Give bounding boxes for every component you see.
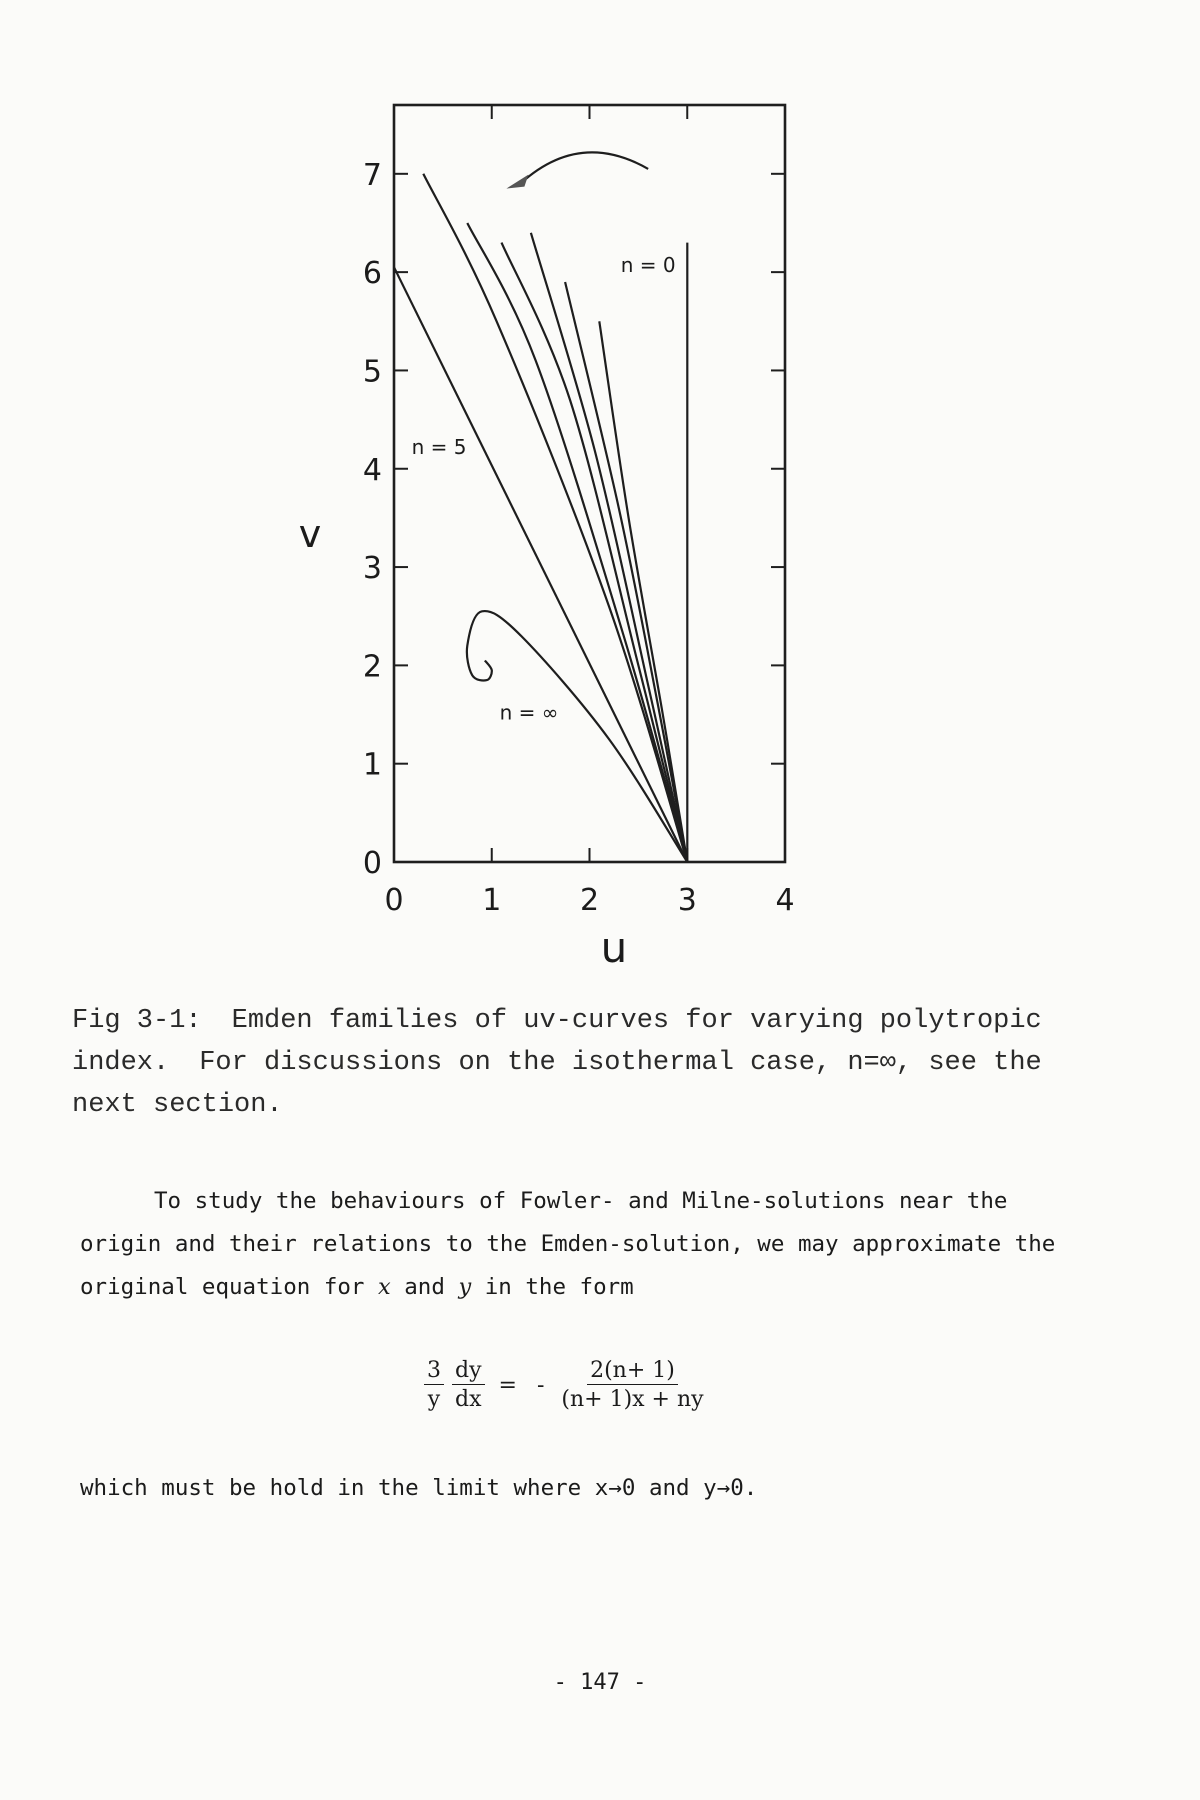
fraction-denominator: y xyxy=(427,1387,441,1412)
equals-sign: = xyxy=(498,1372,517,1398)
x-tick-label: 0 xyxy=(384,883,404,918)
x-tick-label: 4 xyxy=(775,883,795,918)
curve-series-7 xyxy=(394,267,687,862)
curve-label-ninf: n = ∞ xyxy=(499,700,559,725)
y-tick-label: 7 xyxy=(362,157,382,193)
caption-text-2b: For discussions on the isothermal case, n=∞, see the xyxy=(199,1048,1042,1078)
arrow-shaft xyxy=(520,152,648,183)
x-tick-label: 3 xyxy=(677,883,697,918)
body-paragraph xyxy=(80,1180,1120,1309)
curve-series-1 xyxy=(599,321,687,862)
y-tick-label: 5 xyxy=(362,354,382,390)
paragraph-text-1: To study the behaviours of Fowler- and Milne-solutions near the xyxy=(154,1188,1008,1214)
paragraph-line-3 xyxy=(80,1266,1120,1309)
curve-series-5 xyxy=(467,223,687,862)
fraction-numerator: dy xyxy=(452,1358,485,1385)
plot-frame xyxy=(394,105,785,862)
tick-labels xyxy=(363,158,795,918)
variable-y: y xyxy=(458,1274,472,1300)
curve-label-n5: n = 5 xyxy=(411,435,467,460)
caption-line-2 xyxy=(72,1042,1132,1084)
x-tick-label: 1 xyxy=(482,883,502,918)
y-tick-label: 1 xyxy=(362,747,382,783)
paragraph-line-2 xyxy=(80,1223,1120,1266)
paragraph-text-3c: in the form xyxy=(471,1274,634,1300)
y-tick-label: 0 xyxy=(362,846,382,881)
variable-x: x xyxy=(378,1274,391,1300)
minus-sign: - xyxy=(536,1372,545,1398)
paragraph-text-3a: original equation for xyxy=(80,1274,379,1300)
fraction-rhs xyxy=(558,1358,706,1412)
x-tick-label: 2 xyxy=(579,883,600,918)
equation xyxy=(420,1345,711,1425)
fraction-dy-dx xyxy=(452,1358,485,1412)
y-tick-label: 6 xyxy=(362,256,382,292)
x-axis-label: u xyxy=(600,923,628,972)
fraction-denominator: dx xyxy=(455,1387,482,1412)
y-tick-label: 3 xyxy=(362,551,382,587)
paragraph-text-3b: and xyxy=(390,1274,459,1300)
caption-line-1 xyxy=(72,1000,1132,1042)
fraction-denominator: (n+ 1)x + ny xyxy=(561,1387,704,1412)
paragraph-text-2: origin and their relations to the Emden-solution, we may approximate the xyxy=(80,1231,1056,1257)
caption-text-3: next section. xyxy=(72,1090,283,1120)
direction-arrow xyxy=(506,152,648,188)
limit-statement: which must be hold in the limit where x→0 and y→0. xyxy=(80,1475,758,1501)
caption-text-1: Emden families of uv-curves for varying polytropic xyxy=(231,1006,1042,1036)
y-tick-label: 4 xyxy=(362,452,382,488)
caption-line-3 xyxy=(72,1084,1132,1126)
arrow-head xyxy=(506,175,528,189)
y-axis-label: v xyxy=(298,512,322,556)
page-number: - 147 - xyxy=(553,1670,647,1695)
caption-label: Fig 3-1: xyxy=(72,1006,202,1036)
axis-ticks xyxy=(394,105,785,862)
curve-label-n0: n = 0 xyxy=(620,253,676,278)
fraction-numerator: 2(n+ 1) xyxy=(587,1358,678,1385)
paragraph-line-1 xyxy=(80,1180,1120,1223)
y-tick-label: 2 xyxy=(362,649,382,685)
curve-series-8 xyxy=(467,611,687,862)
fraction-3-over-y xyxy=(424,1358,444,1412)
fraction-numerator: 3 xyxy=(424,1358,444,1385)
caption-text-2a: index. xyxy=(72,1048,170,1078)
figure-caption xyxy=(72,1000,1132,1126)
plot-border xyxy=(394,105,785,862)
